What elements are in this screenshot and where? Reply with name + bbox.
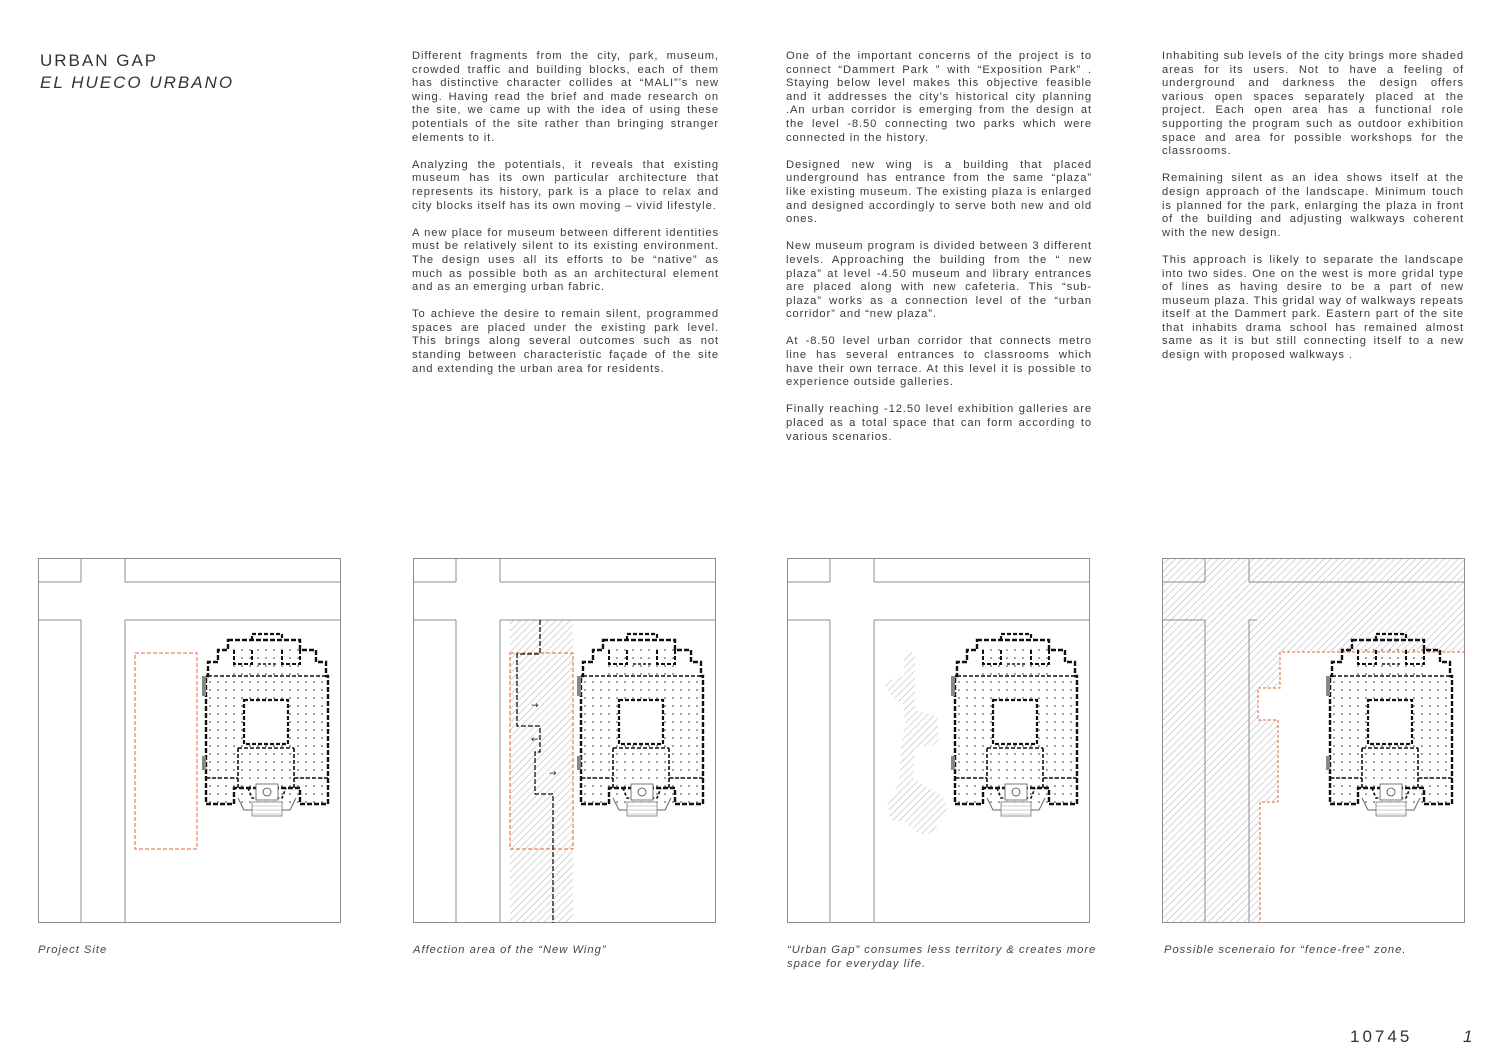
caption-urban-gap: “Urban Gap” consumes less territory & creates more space for everyday life. — [787, 944, 1097, 970]
diagram-affection-area — [413, 558, 716, 923]
paragraph: One of the important concerns of the project is to connect “Dammert Park ” with “Exposition Park” . Staying below level makes this objective feasible and it addresses the city’s historical city planning .An urban corridor is emerging from the design at the level -8.50 connecting two parks which were connected in the history. — [786, 50, 1092, 144]
arrow-right-icon: → — [549, 769, 557, 779]
caption-fence-free: Possible sceneraio for “fence-free” zone. — [1164, 944, 1407, 956]
paragraph: Finally reaching -12.50 level exhibition galleries are placed as a total space that can form according to various scenarios. — [786, 403, 1092, 443]
page-number: 10745 — [1350, 1027, 1413, 1046]
site-plan-3 — [787, 558, 1090, 923]
paragraph: A new place for museum between different identities must be relatively silent to its existing environment. The design uses all its efforts to be “native” as much as possible both as an architectural element and as an emerging urban fabric. — [412, 226, 719, 294]
page-title: URBAN GAP — [40, 51, 159, 70]
paragraph: New museum program is divided between 3 different levels. Approaching the building from the “ new plaza” at level -4.50 museum and library entrances are placed along with new cafeteria. This “sub-plaza” works as a connection level of the “urban corridor” and “new plaza”. — [786, 240, 1092, 321]
site-plan-1 — [38, 558, 341, 923]
page-index: 1 — [1463, 1027, 1473, 1046]
paragraph: This approach is likely to separate the landscape into two sides. One on the west is more gridal type of lines as having desire to be a part of new museum plaza. This gridal way of walkways repeats itself at the Dammert park. Eastern part of the site that inhabits drama school has remained almost same as it is but still connecting itself to a new design with proposed walkways . — [1162, 253, 1464, 362]
diagram-project-site — [38, 558, 341, 923]
title-block — [40, 50, 234, 94]
paragraph: Analyzing the potentials, it reveals that existing museum has its own particular architecture that represents its history, park is a place to relax and city blocks itself has its own moving – vivid lifestyle. — [412, 158, 719, 212]
paragraph: At -8.50 level urban corridor that connects metro line has several entrances to classrooms which have their own terrace. At this level it is possible to experience outside galleries. — [786, 335, 1092, 389]
arrow-right-icon: → — [531, 701, 539, 711]
diagram-fence-free — [1162, 558, 1465, 923]
paragraph: Inhabiting sub levels of the city brings more shaded areas for its users. Not to have a feeling of underground and darkness the design offers various open spaces separately placed at the project. Each open area has a functional role supporting the program such as outdoor exhibition space and area for possible workshops for the classrooms. — [1162, 50, 1464, 158]
paragraph: To achieve the desire to remain silent, programmed spaces are placed under the existing park level. This brings along several outcomes such as not standing between characteristic façade of the site and extending the urban area for residents. — [412, 308, 719, 375]
site-plan-2 — [413, 558, 716, 923]
paragraph: Remaining silent as an idea shows itself at the design approach of the landscape. Minimum touch is planned for the park, enlarging the plaza in front of the building and adjusting walkways coherent with the new design. — [1162, 172, 1464, 239]
diagram-urban-gap — [787, 558, 1090, 923]
site-plan-4 — [1162, 558, 1465, 923]
page-subtitle: EL HUECO URBANO — [40, 73, 235, 92]
arrow-left-icon: ← — [531, 735, 539, 745]
text-column-1 — [412, 50, 719, 390]
caption-project-site: Project Site — [38, 944, 108, 956]
text-column-2 — [786, 50, 1092, 458]
paragraph: Designed new wing is a building that placed underground has entrance from the same “plaza” like existing museum. The existing plaza is enlarged and designed accordingly to serve both new and old ones. — [786, 158, 1092, 226]
affection-hatch — [510, 620, 573, 923]
paragraph: Different fragments from the city, park, museum, crowded traffic and building blocks, each of them has distinctive character collides at “MALI”’s new wing. Having read the brief and made research on the site, we came up with the idea of using these potentials of the site rather than bringing stranger elements to it. — [412, 50, 719, 144]
caption-affection-area: Affection area of the “New Wing” — [413, 944, 607, 956]
text-column-3 — [1162, 50, 1464, 376]
